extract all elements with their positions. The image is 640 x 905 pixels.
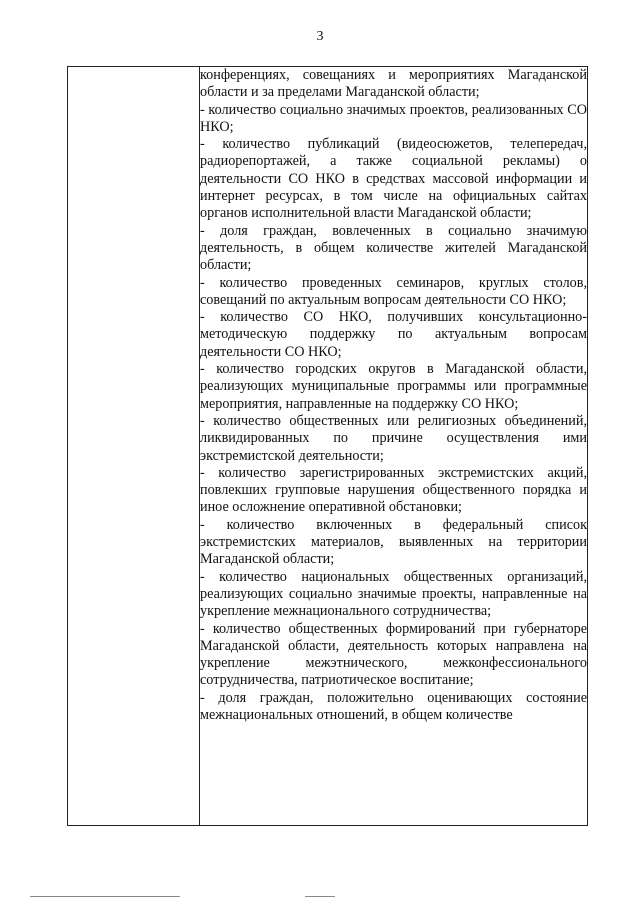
scan-artifact-line <box>30 896 180 897</box>
indicator-item: - количество социально значимых проектов, реализованных СО НКО; <box>200 101 587 135</box>
indicator-item: - количество общественных или религиозных объединений, ликвидированных по причине осуществления ими экстремистской деятельности; <box>200 412 587 464</box>
indicators-table <box>67 66 588 826</box>
table-row <box>68 67 588 826</box>
indicator-item: - доля граждан, вовлеченных в социально значимую деятельность, в общем количестве жителей Магаданской области; <box>200 222 587 274</box>
empty-left-cell <box>68 67 200 826</box>
indicator-item: - доля граждан, положительно оценивающих состояние межнациональных отношений, в общем количестве <box>200 689 587 723</box>
page-number: 3 <box>316 29 324 44</box>
indicator-item: конференциях, совещаниях и мероприятиях Магаданской области и за пределами Магаданской области; <box>200 67 587 101</box>
scan-artifact-line <box>305 896 335 897</box>
indicators-cell <box>200 67 588 826</box>
indicator-item: - количество СО НКО, получивших консультационно-методическую поддержку по актуальным вопросам деятельности СО НКО; <box>200 309 587 360</box>
indicator-item: - количество зарегистрированных экстремистских акций, повлекших групповые нарушения общественного порядка и иное осложнение оперативной обстановки; <box>200 464 587 516</box>
indicator-item: - количество национальных общественных организаций, реализующих социально значимые проекты, направленные на укрепление межнационального сотрудничества; <box>200 568 587 620</box>
indicator-item: - количество включенных в федеральный список экстремистских материалов, выявленных на территории Магаданской области; <box>200 516 587 568</box>
indicator-item: - количество общественных формирований при губернаторе Магаданской области, деятельность которых направлена на укрепление межэтнического, межконфессионального сотрудничества, патриотическое воспитание; <box>200 620 587 689</box>
indicator-item: - количество публикаций (видеосюжетов, телепередач, радиорепортажей, а также социальной рекламы) о деятельности СО НКО в средствах массовой информации и интернет ресурсах, в том числе на официальных сайтах органов исполнительной власти Магаданской области; <box>200 136 587 222</box>
indicator-item: - количество проведенных семинаров, круглых столов, совещаний по актуальным вопросам деятельности СО НКО; <box>200 274 587 308</box>
indicator-item: - количество городских округов в Магаданской области, реализующих муниципальные программы или программные мероприятия, направленные на поддержку СО НКО; <box>200 361 587 412</box>
